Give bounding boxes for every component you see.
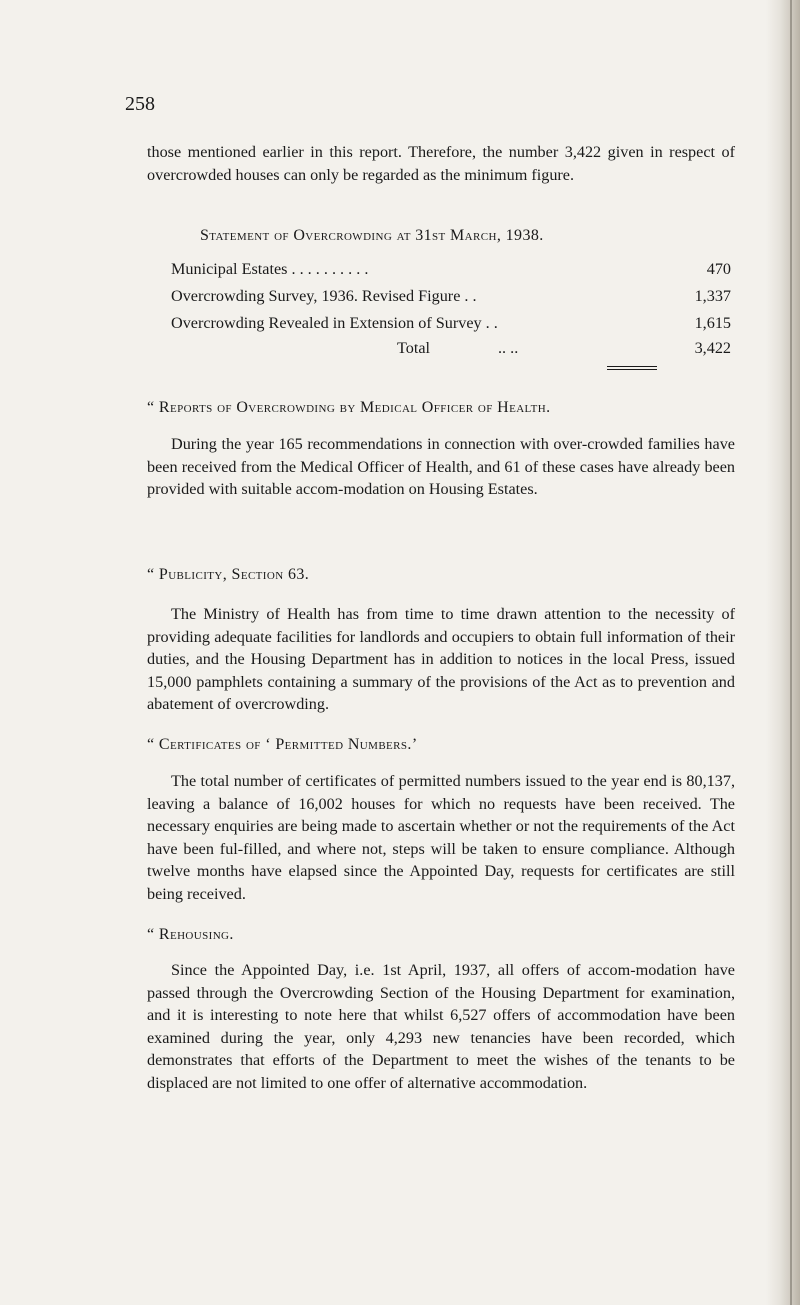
intro-paragraph: those mentioned earlier in this report. Therefore, the number 3,422 given in respect of overcrowded houses can only be regarded as the minimum figure.	[147, 143, 735, 184]
section-text-rehousing: Since the Appointed Day, i.e. 1st April, 1937, all offers of accom-modation have passed through the Overcrowding Section of the Housing Department for examination, and it is interesting to note here that whilst 6,527 offers of accommodation have been examined during the year, only 4,293 new tenancies have been recorded, which demonstrates that efforts of the Department to meet the wishes of the tenants to be displaced are not limited to one offer of alternative accommodation.	[147, 961, 735, 1092]
total-label: Total	[397, 339, 431, 357]
total-double-rule-top	[607, 366, 657, 367]
page-edge-line	[790, 0, 792, 1305]
statement-row	[171, 260, 731, 282]
section-text-certificates: The total number of certificates of permitted numbers issued to the year end is 80,137, leaving a balance of 16,002 houses for which no requests have been received. The necessary enquiries are being made to ascertain whether or not the requirements of the Act have been ful-filled, and where not, steps will be taken to ensure compliance. Although twelve months have elapsed since the Appointed Day, requests for certificates are still being received.	[147, 772, 735, 903]
section-text-reports: During the year 165 recommendations in connection with over-crowded families have been received from the Medical Officer of Health, and 61 of these cases have already been provided with suitable accom-modation on Housing Estates.	[147, 435, 735, 499]
statement-title: Statement of Overcrowding at 31st March, 1938.	[200, 227, 544, 244]
section-text-publicity: The Ministry of Health has from time to time drawn attention to the necessity of providing adequate facilities for landlords and occupiers to obtain full information of their duties, and the Housing Department has in addition to notices in the local Press, issued 15,000 pamphlets containing a summary of the provisions of the Act as to prevention and abatement of overcrowding.	[147, 605, 735, 714]
row-label: Overcrowding Revealed in Extension of Survey . .	[171, 314, 498, 332]
row-value: 1,337	[694, 287, 731, 305]
section-heading-certificates: “ Certificates of ‘ Permitted Numbers.’	[147, 736, 418, 753]
statement-row	[171, 287, 731, 309]
statement-row	[171, 314, 731, 336]
total-double-rule-bottom	[607, 369, 657, 370]
row-label: Overcrowding Survey, 1936. Revised Figure . .	[171, 287, 477, 305]
section-heading-publicity: “ Publicity, Section 63.	[147, 566, 310, 583]
total-leader-dots: .. ..	[498, 339, 519, 357]
row-label: Municipal Estates . . . . . . . . . .	[171, 260, 369, 278]
section-heading-rehousing: “ Rehousing.	[147, 926, 234, 943]
page-edge-shadow	[766, 0, 800, 1305]
total-value: 3,422	[694, 339, 731, 357]
row-value: 470	[706, 260, 731, 278]
page-number: 258	[125, 93, 155, 115]
row-value: 1,615	[694, 314, 731, 332]
section-heading-reports: “ Reports of Overcrowding by Medical Officer of Health.	[147, 399, 551, 416]
